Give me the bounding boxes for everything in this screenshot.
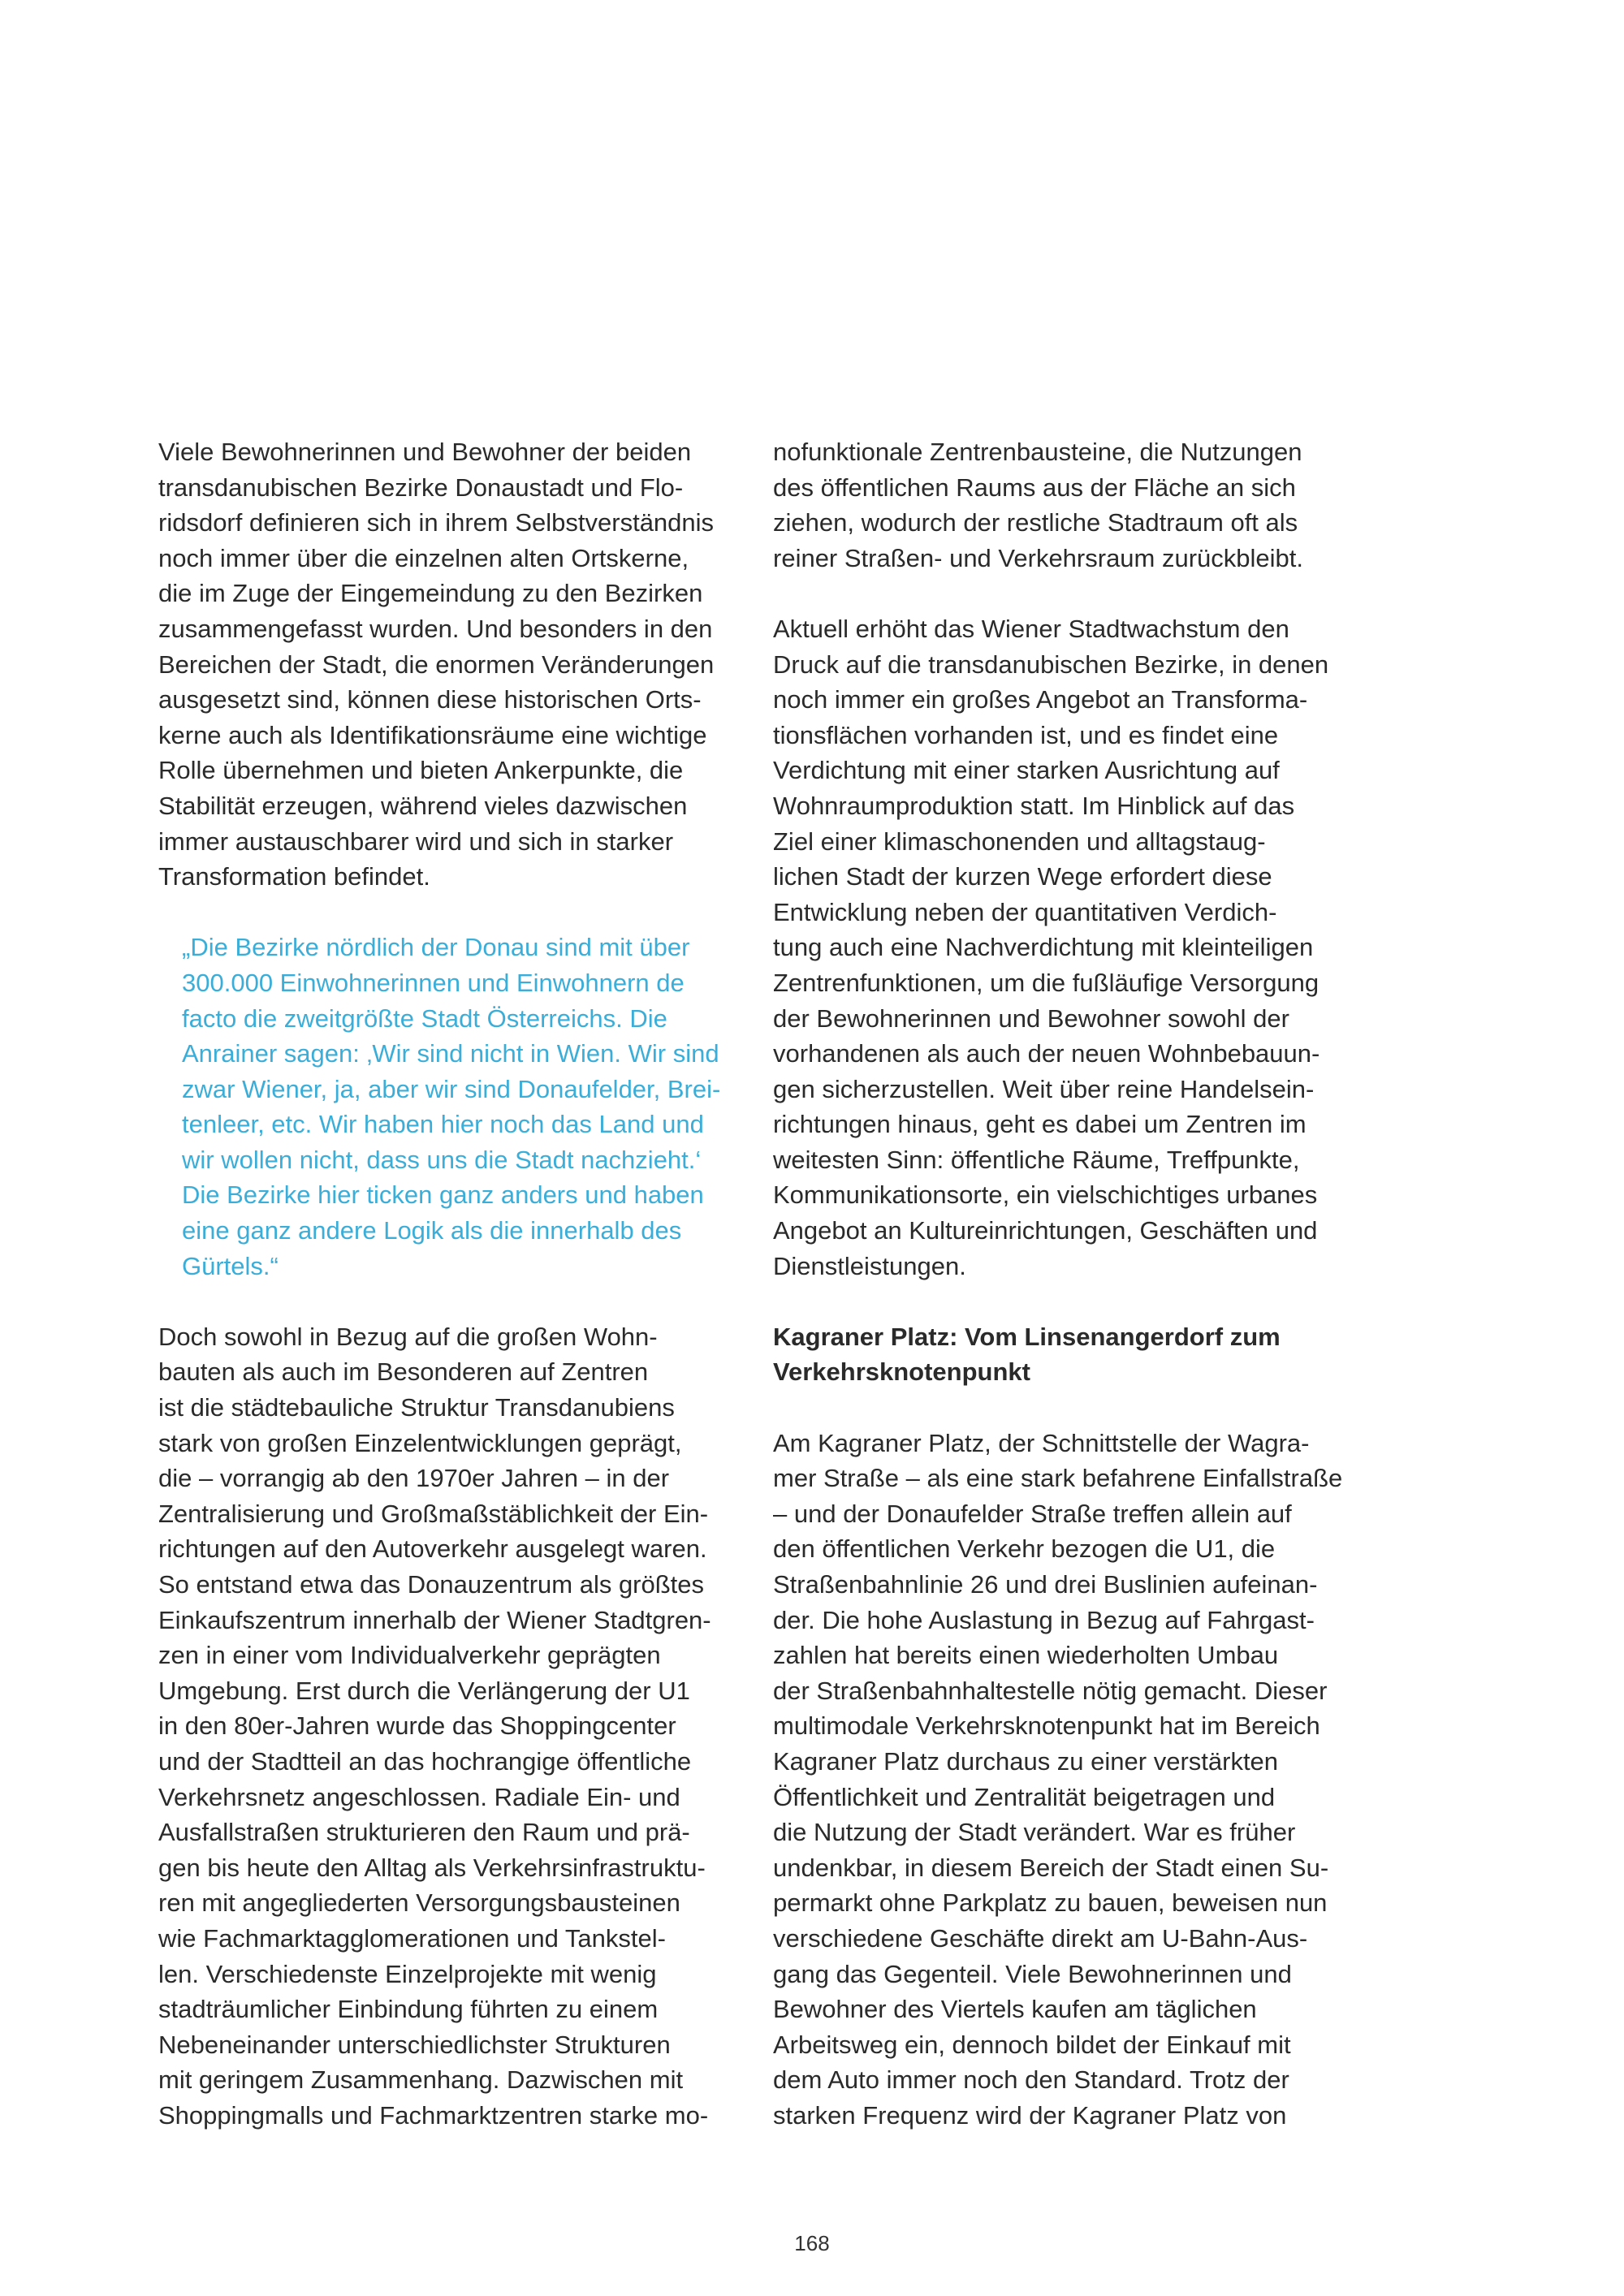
text-line: len. Verschiedenste Einzelprojekte mit wenig	[158, 1959, 657, 1988]
quote-line: Anrainer sagen: ‚Wir sind nicht in Wien. Wir sind	[182, 1039, 719, 1068]
text-line: dem Auto immer noch den Standard. Trotz der	[773, 2065, 1289, 2095]
text-line: bauten als auch im Besonderen auf Zentren	[158, 1357, 649, 1387]
quote-line: 300.000 Einwohnerinnen und Einwohnern de	[182, 968, 685, 997]
quote-line: Die Bezirke hier ticken ganz anders und haben	[182, 1180, 704, 1210]
text-line: der Bewohnerinnen und Bewohner sowohl der	[773, 1003, 1289, 1033]
text-line: ist die städtebauliche Struktur Transdanubiens	[158, 1393, 675, 1422]
text-line: verschiedene Geschäfte direkt am U-Bahn-Aus-	[773, 1923, 1308, 1953]
text-line: zusammengefasst wurden. Und besonders in den	[158, 614, 713, 643]
text-line: der. Die hohe Auslastung in Bezug auf Fahrgast-	[773, 1605, 1315, 1634]
text-line: und der Stadtteil an das hochrangige öffentliche	[158, 1746, 692, 1776]
heading-line: Verkehrsknotenpunkt	[773, 1357, 1030, 1387]
quote-line: wir wollen nicht, dass uns die Stadt nachzieht.‘	[182, 1145, 702, 1174]
text-line: wie Fachmarktagglomerationen und Tankstel-	[158, 1923, 666, 1953]
text-line: Kagraner Platz durchaus zu einer verstärkten	[773, 1746, 1279, 1776]
paragraph-struktur	[158, 1319, 740, 2134]
text-line: multimodale Verkehrsknotenpunkt hat im Bereich	[773, 1711, 1320, 1741]
text-line: richtungen auf den Autoverkehr ausgelegt waren.	[158, 1534, 707, 1564]
text-line: mit geringem Zusammenhang. Dazwischen mit	[158, 2065, 684, 2095]
text-line: ziehen, wodurch der restliche Stadtraum oft als	[773, 508, 1298, 537]
paragraph-gap	[773, 576, 1354, 611]
text-line: gang das Gegenteil. Viele Bewohnerinnen und	[773, 1959, 1292, 1988]
quote-line: „Die Bezirke nördlich der Donau sind mit über	[182, 933, 690, 962]
text-line: immer austauschbarer wird und sich in starker	[158, 826, 674, 856]
paragraph-gap	[158, 895, 740, 930]
text-line: richtungen hinaus, geht es dabei um Zentren im	[773, 1110, 1307, 1139]
heading-line: Kagraner Platz: Vom Linsenangerdorf zum	[773, 1322, 1281, 1351]
paragraph-gap	[773, 1284, 1354, 1319]
text-line: Einkaufszentrum innerhalb der Wiener Stadtgren-	[158, 1605, 711, 1634]
text-line: stark von großen Einzelentwicklungen geprägt,	[158, 1428, 682, 1457]
text-line: So entstand etwa das Donauzentrum als größtes	[158, 1570, 705, 1599]
text-line: lichen Stadt der kurzen Wege erfordert diese	[773, 862, 1272, 891]
quote-line: facto die zweitgrößte Stadt Österreichs. Die	[182, 1003, 667, 1033]
text-line: Shoppingmalls und Fachmarktzentren starke mo-	[158, 2100, 709, 2130]
text-line: Doch sowohl in Bezug auf die großen Wohn-	[158, 1322, 658, 1351]
text-line: zahlen hat bereits einen wiederholten Umbau	[773, 1641, 1279, 1670]
text-line: Bewohner des Viertels kaufen am täglichen	[773, 1995, 1257, 2024]
text-line: Nebeneinander unterschiedlichster Strukturen	[158, 2030, 671, 2059]
text-line: stadträumlicher Einbindung führten zu einem	[158, 1995, 659, 2024]
text-line: Zentrenfunktionen, um die fußläufige Versorgung	[773, 968, 1320, 997]
text-line: Ziel einer klimaschonenden und alltagstaug-	[773, 826, 1266, 856]
text-line: ren mit angegliederten Versorgungsbausteinen	[158, 1888, 680, 1918]
text-line: Viele Bewohnerinnen und Bewohner der beiden	[158, 438, 692, 466]
text-line: Stabilität erzeugen, während vieles dazwischen	[158, 791, 688, 820]
text-line: Verkehrsnetz angeschlossen. Radiale Ein- und	[158, 1782, 680, 1811]
text-line: ausgesetzt sind, können diese historischen Orts-	[158, 685, 702, 714]
quote-line: eine ganz andere Logik als die innerhalb des	[182, 1216, 682, 1245]
text-line: Aktuell erhöht das Wiener Stadtwachstum den	[773, 614, 1289, 643]
quote-line: Gürtels.“	[182, 1251, 279, 1280]
text-line: ridsdorf definieren sich in ihrem Selbstverständnis	[158, 508, 715, 537]
text-line: Druck auf die transdanubischen Bezirke, in denen	[773, 650, 1329, 679]
text-line: permarkt ohne Parkplatz zu bauen, beweisen nun	[773, 1888, 1328, 1918]
page-number: 168	[794, 2231, 830, 2255]
text-line: Wohnraumproduktion statt. Im Hinblick auf das	[773, 791, 1295, 820]
text-line: Zentralisierung und Großmaßstäblichkeit der Ein-	[158, 1499, 709, 1528]
text-line: Angebot an Kultureinrichtungen, Geschäften und	[773, 1216, 1318, 1245]
section-heading	[773, 1319, 1354, 1390]
text-line: des öffentlichen Raums aus der Fläche an sich	[773, 473, 1296, 502]
text-line: Dienstleistungen.	[773, 1251, 966, 1280]
text-line: starken Frequenz wird der Kagraner Platz von	[773, 2100, 1287, 2130]
text-line: in den 80er-Jahren wurde das Shoppingcenter	[158, 1711, 676, 1741]
text-line: mer Straße – als eine stark befahrene Einfallstraße	[773, 1464, 1343, 1493]
text-line: Entwicklung neben der quantitativen Verdich-	[773, 897, 1277, 926]
text-line: undenkbar, in diesem Bereich der Stadt einen Su-	[773, 1853, 1329, 1882]
text-line: Verdichtung mit einer starken Ausrichtung auf	[773, 756, 1280, 785]
text-line: vorhandenen als auch der neuen Wohnbebauun-	[773, 1039, 1320, 1068]
text-line: gen bis heute den Alltag als Verkehrsinfrastruktu-	[158, 1853, 706, 1882]
text-line: tionsflächen vorhanden ist, und es findet eine	[773, 720, 1279, 749]
paragraph-gap	[158, 1284, 740, 1319]
text-line: zen in einer vom Individualverkehr geprägten	[158, 1641, 661, 1670]
text-line: noch immer über die einzelnen alten Ortskerne,	[158, 543, 689, 572]
text-line: Am Kagraner Platz, der Schnittstelle der Wagra-	[773, 1428, 1310, 1457]
text-line: Kommunikationsorte, ein vielschichtiges urbanes	[773, 1180, 1318, 1210]
text-line: Ausfallstraßen strukturieren den Raum und prä-	[158, 1818, 690, 1847]
text-line: – und der Donaufelder Straße treffen allein auf	[773, 1499, 1292, 1528]
text-line: nofunktionale Zentrenbausteine, die Nutzungen	[773, 438, 1302, 466]
text-line: Umgebung. Erst durch die Verlängerung der U1	[158, 1676, 690, 1705]
left-column	[158, 434, 740, 2134]
paragraph-ortskerne	[158, 434, 740, 895]
quote-line: zwar Wiener, ja, aber wir sind Donaufelder, Brei-	[182, 1074, 721, 1103]
text-line: den öffentlichen Verkehr bezogen die U1, die	[773, 1534, 1276, 1564]
text-line: weitesten Sinn: öffentliche Räume, Treffpunkte,	[773, 1145, 1300, 1174]
paragraph-zentrenbausteine	[773, 434, 1354, 576]
text-line: noch immer ein großes Angebot an Transforma-	[773, 685, 1308, 714]
text-line: die im Zuge der Eingemeindung zu den Bezirken	[158, 579, 703, 608]
text-line: kerne auch als Identifikationsräume eine wichtige	[158, 720, 707, 749]
text-line: Transformation befindet.	[158, 862, 430, 891]
right-column	[773, 434, 1354, 2134]
text-line: gen sicherzustellen. Weit über reine Handelsein-	[773, 1074, 1315, 1103]
text-line: die – vorrangig ab den 1970er Jahren – in der	[158, 1464, 670, 1493]
quote-line: tenleer, etc. Wir haben hier noch das Land und	[182, 1110, 704, 1139]
text-line: tung auch eine Nachverdichtung mit kleinteiligen	[773, 933, 1314, 962]
text-line: Öffentlichkeit und Zentralität beigetragen und	[773, 1782, 1276, 1811]
text-line: der Straßenbahnhaltestelle nötig gemacht. Dieser	[773, 1676, 1328, 1705]
paragraph-gap	[773, 1390, 1354, 1426]
text-line: Bereichen der Stadt, die enormen Veränderungen	[158, 650, 715, 679]
text-line: Arbeitsweg ein, dennoch bildet der Einkauf mit	[773, 2030, 1291, 2059]
text-line: Rolle übernehmen und bieten Ankerpunkte, die	[158, 756, 684, 785]
paragraph-stadtwachstum	[773, 611, 1354, 1284]
text-line: die Nutzung der Stadt verändert. War es früher	[773, 1818, 1296, 1847]
paragraph-kagraner-platz	[773, 1426, 1354, 2134]
pull-quote	[158, 930, 740, 1284]
text-line: transdanubischen Bezirke Donaustadt und Flo-	[158, 473, 684, 502]
text-line: Straßenbahnlinie 26 und drei Buslinien aufeinan-	[773, 1570, 1318, 1599]
text-line: reiner Straßen- und Verkehrsraum zurückbleibt.	[773, 543, 1304, 572]
